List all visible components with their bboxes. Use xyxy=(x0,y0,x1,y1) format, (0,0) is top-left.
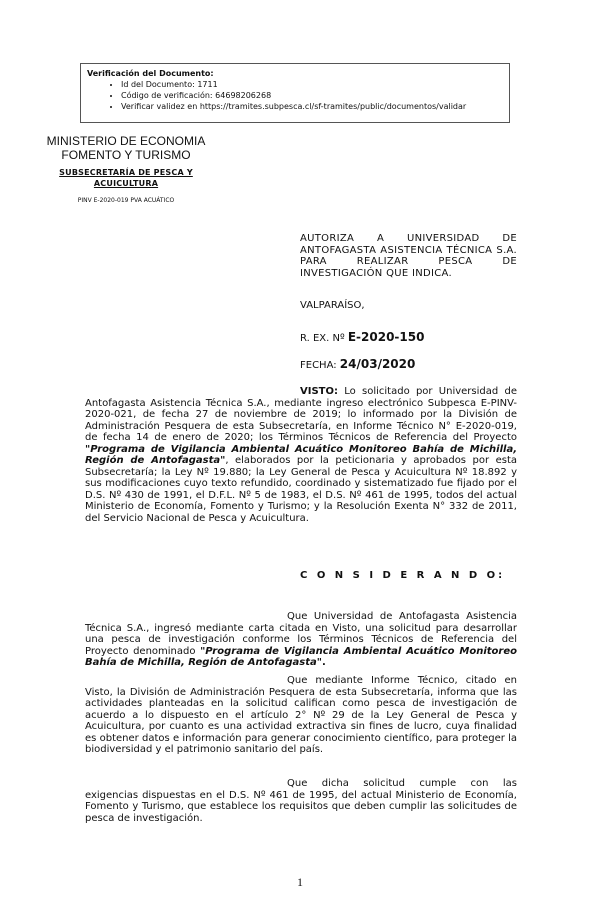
verification-box xyxy=(80,63,510,123)
considerando-1-project: "Programa de Vigilancia Ambiental Acuático Monitoreo Bahía de Michilla, Región de Antofagasta" xyxy=(85,645,517,668)
page-number: 1 xyxy=(297,875,303,889)
verification-title: Verificación del Documento: xyxy=(87,69,214,78)
subsecretaria-name: SUBSECRETARÍA DE PESCA Y ACUICULTURA xyxy=(59,168,193,188)
ministry-name xyxy=(36,134,216,162)
considerando-3-text: Que dicha solicitud cumple con las exigencias dispuestas en el D.S. Nº 461 de 1995, del actual Ministerio de Economía, Fomento y Turismo, que establece los requisitos que deben cumplir las solicitudes de pesca de investigación. xyxy=(85,778,517,824)
verification-code: • Código de verificación: 64698206268 xyxy=(121,90,503,101)
considerando-paragraph-2 xyxy=(85,675,517,756)
resolution-number-label: R. EX. Nº xyxy=(300,333,345,344)
resolution-number-value: E-2020-150 xyxy=(347,330,425,344)
verification-id: • Id del Documento: 1711 xyxy=(121,79,503,90)
visto-text-2: , elaborados por la peticionaria y aprobados por esta Subsecretaría; la Ley Nº 19.880; la Ley General de Pesca y Acuicultura Nº 18.892 y sus modificaciones cuyo texto refundido, coordinado y sistematizado fue fijado por el D.S. Nº 430 de 1991, el D.F.L. Nº 5 de 1983, el D.S. Nº 461 de 1995, todos del actual Ministerio de Economía, Fomento y Turismo; y la Resolución Exenta N° 332 de 2011, del Servicio Nacional de Pesca y Acuicultura. xyxy=(85,455,518,524)
verification-list xyxy=(87,79,503,112)
resolution-place: VALPARAÍSO, xyxy=(300,300,365,311)
resolution-date xyxy=(300,359,517,372)
visto-paragraph xyxy=(85,386,517,524)
ministry-line-1: MINISTERIO DE ECONOMIA xyxy=(46,134,206,148)
resolution-summary: AUTORIZA A UNIVERSIDAD DE ANTOFAGASTA ASISTENCIA TÉCNICA S.A. PARA REALIZAR PESCA DE INVESTIGACIÓN QUE INDICA. xyxy=(300,233,517,279)
resolution-date-label: FECHA: xyxy=(300,360,337,371)
considerando-paragraph-1 xyxy=(85,611,517,669)
visto-label: VISTO: xyxy=(300,386,338,397)
reference-code: PINV E-2020-019 PVA ACUÁTICO xyxy=(77,197,175,204)
visto-project-title: "Programa de Vigilancia Ambiental Acuático Monitoreo Bahía de Michilla, Región de Antofagasta" xyxy=(85,443,517,466)
considerando-2-text: Que mediante Informe Técnico, citado en Visto, la División de Administración Pesquera de esta Subsecretaría, informa que las actividades planteadas en la solicitud califican como pesca de investigación de acuerdo a lo dispuesto en el artículo 2° Nº 29 de la Ley General de Pesca y Acuicultura, por cuanto es una actividad extractiva sin fines de lucro, cuya finalidad es obtener datos e información para generar conocimiento científico, para proteger la biodiversidad y el patrimonio sanitario del país. xyxy=(85,675,517,755)
visto-text-1: Lo solicitado por Universidad de Antofagasta Asistencia Técnica S.A., mediante ingreso electrónico Subpesca E-PINV-2020-021, de fecha 27 de noviembre de 2019; lo informado por la División de Administración Pesquera de esta Subsecretaría, en Informe Técnico N° E-2020-019, de fecha 14 de enero de 2020; los Términos Técnicos de Referencia del Proyecto xyxy=(85,386,517,443)
considerando-1-end: . xyxy=(321,657,326,668)
resolution-date-value: 24/03/2020 xyxy=(339,357,416,371)
considerando-1-text: Que Universidad de Antofagasta Asistencia Técnica S.A., ingresó mediante carta citada en Visto, una solicitud para desarrollar una pesca de investigación conforme los Términos Técnicos de Referencia del Proyecto denominado xyxy=(85,611,517,657)
verification-url: • Verificar validez en https://tramites.subpesca.cl/sf-tramites/public/documentos/validar xyxy=(121,101,503,112)
considerando-paragraph-3 xyxy=(85,778,517,824)
considerando-title: C O N S I D E R A N D O: xyxy=(300,570,506,581)
resolution-number xyxy=(300,332,517,345)
ministry-line-2: FOMENTO Y TURISMO xyxy=(61,148,191,162)
